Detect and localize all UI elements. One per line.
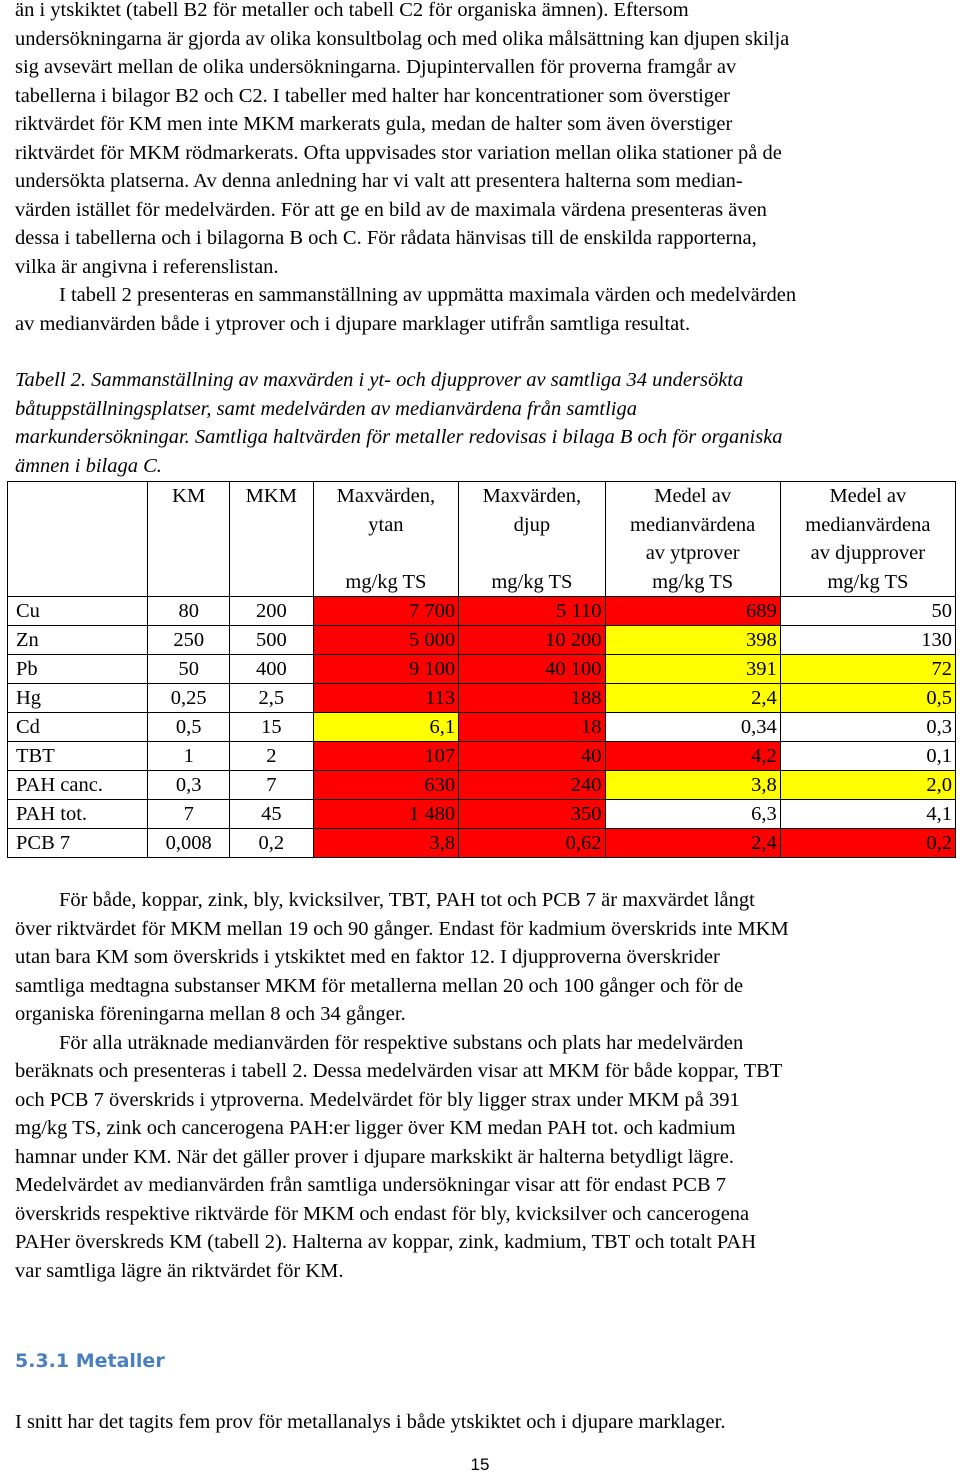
substance-cell: PAH canc. bbox=[8, 771, 148, 800]
text-line: värden istället för medelvärden. För att ge en bild av de maximala värdena presenteras även bbox=[15, 198, 767, 221]
substance-cell: Hg bbox=[8, 684, 148, 713]
text-line: Medelvärdet av medianvärden från samtliga undersökningar visar att för endast PCB 7 bbox=[15, 1174, 727, 1196]
header-line: mg/kg TS bbox=[345, 570, 427, 593]
text-line: PAHer överskreds KM (tabell 2). Halterna av koppar, zink, kadmium, TBT och totalt PAH bbox=[15, 1231, 757, 1253]
km-cell: 250 bbox=[148, 626, 230, 655]
value-cell: 40 100 bbox=[459, 655, 605, 684]
value-cell: 10 200 bbox=[459, 626, 605, 655]
header-line: mg/kg TS bbox=[827, 570, 909, 593]
value-cell: 2,4 bbox=[605, 829, 780, 858]
substance-cell: PCB 7 bbox=[8, 829, 148, 858]
text-line: vilka är angivna i referenslistan. bbox=[15, 255, 279, 278]
table-row bbox=[8, 800, 956, 829]
text-line: tabellerna i bilagor B2 och C2. I tabeller med halter har koncentrationer som överstiger bbox=[15, 84, 730, 107]
body-text bbox=[15, 886, 955, 1285]
value-cell: 6,3 bbox=[605, 800, 780, 829]
table-row bbox=[8, 713, 956, 742]
table-row bbox=[8, 655, 956, 684]
value-cell: 40 bbox=[459, 742, 605, 771]
value-cell: 6,1 bbox=[313, 713, 458, 742]
value-cell: 1 480 bbox=[313, 800, 458, 829]
header-line: av ytprover bbox=[645, 542, 740, 564]
substance-cell: Cu bbox=[8, 597, 148, 626]
value-cell: 3,8 bbox=[313, 829, 458, 858]
substance-cell: Cd bbox=[8, 713, 148, 742]
text-line: beräknats och presenteras i tabell 2. Dessa medelvärden visar att MKM för både koppar, TBT bbox=[15, 1060, 783, 1082]
column-header bbox=[8, 482, 148, 597]
text-line: dessa i tabellerna och i bilagorna B och C. För rådata hänvisas till de enskilda rapporterna, bbox=[15, 227, 757, 249]
caption-line: ämnen i bilaga C. bbox=[15, 454, 162, 477]
mkm-cell: 2 bbox=[229, 742, 313, 771]
table-header-row bbox=[8, 482, 956, 597]
header-line: medianvärdena bbox=[805, 513, 931, 536]
value-cell: 689 bbox=[605, 597, 780, 626]
mkm-cell: 200 bbox=[229, 597, 313, 626]
text-line: var samtliga lägre än riktvärdet för KM. bbox=[15, 1259, 344, 1282]
header-line: av djupprover bbox=[810, 542, 926, 564]
text-line: undersökningarna är gjorda av olika konsultbolag och med olika målsättning kan djupen skilja bbox=[15, 27, 790, 50]
table-caption bbox=[15, 366, 955, 480]
value-cell: 0,3 bbox=[780, 713, 955, 742]
value-cell: 398 bbox=[605, 626, 780, 655]
text-line: undersökta platserna. Av denna anledning har vi valt att presentera halterna som median- bbox=[15, 170, 743, 192]
header-line: mg/kg TS bbox=[491, 570, 573, 593]
text-line: I tabell 2 presenteras en sammanställning av uppmätta maximala värden och medelvärden bbox=[59, 284, 797, 306]
text-line: sig avsevärt mellan de olika undersökningarna. Djupintervallen för proverna framgår av bbox=[15, 56, 737, 78]
km-cell: 1 bbox=[148, 742, 230, 771]
section-text: I snitt har det tagits fem prov för metallanalys i både ytskiktet och i djupare marklager. bbox=[15, 1411, 726, 1433]
header-line: ytan bbox=[368, 513, 404, 536]
value-cell: 2,4 bbox=[605, 684, 780, 713]
value-cell: 18 bbox=[459, 713, 605, 742]
header-line: Maxvärden, bbox=[482, 485, 582, 507]
column-header bbox=[459, 482, 605, 597]
mkm-cell: 7 bbox=[229, 771, 313, 800]
table-row bbox=[8, 626, 956, 655]
value-cell: 7 700 bbox=[313, 597, 458, 626]
value-cell: 4,2 bbox=[605, 742, 780, 771]
text-line: samtliga medtagna substanser MKM för metallerna mellan 20 och 100 gånger och för de bbox=[15, 974, 744, 997]
column-header bbox=[229, 482, 313, 597]
value-cell: 4,1 bbox=[780, 800, 955, 829]
text-line: organiska föreningarna mellan 8 och 34 gånger. bbox=[15, 1003, 406, 1025]
value-cell: 0,5 bbox=[780, 684, 955, 713]
column-header bbox=[780, 482, 955, 597]
text-line: mg/kg TS, zink och cancerogena PAH:er ligger över KM medan PAH tot. och kadmium bbox=[15, 1117, 736, 1139]
table-row bbox=[8, 597, 956, 626]
header-line: djup bbox=[513, 513, 551, 536]
table-row bbox=[8, 742, 956, 771]
value-cell: 107 bbox=[313, 742, 458, 771]
value-cell: 72 bbox=[780, 655, 955, 684]
header-line: medianvärdena bbox=[630, 513, 756, 536]
mkm-cell: 2,5 bbox=[229, 684, 313, 713]
text-line: riktvärdet för KM men inte MKM markerats gula, medan de halter som även överstiger bbox=[15, 113, 733, 135]
value-cell: 5 110 bbox=[459, 597, 605, 626]
text-line: hamnar under KM. När det gäller prover i djupare markskikt är halterna betydligt lägre. bbox=[15, 1145, 734, 1168]
value-cell: 188 bbox=[459, 684, 605, 713]
column-header bbox=[605, 482, 780, 597]
km-cell: 0,3 bbox=[148, 771, 230, 800]
header-line: Medel av bbox=[654, 485, 732, 507]
caption-line: Tabell 2. Sammanställning av maxvärden i yt- och djupprover av samtliga 34 undersökta bbox=[15, 369, 744, 391]
mkm-cell: 45 bbox=[229, 800, 313, 829]
mkm-cell: 400 bbox=[229, 655, 313, 684]
column-header bbox=[148, 482, 230, 597]
text-line: riktvärdet för MKM rödmarkerats. Ofta uppvisades stor variation mellan olika stationer på de bbox=[15, 141, 782, 164]
text-line: och PCB 7 överskrids i ytproverna. Medelvärdet för bly ligger strax under MKM på 391 bbox=[15, 1088, 740, 1111]
km-cell: 0,5 bbox=[148, 713, 230, 742]
text-line: överskrids respektive riktvärde för MKM och endast för bly, kvicksilver och cancerogena bbox=[15, 1202, 750, 1225]
value-cell: 0,34 bbox=[605, 713, 780, 742]
value-cell: 0,2 bbox=[780, 829, 955, 858]
value-cell: 113 bbox=[313, 684, 458, 713]
text-line: av medianvärden både i ytprover och i djupare marklager utifrån samtliga resultat. bbox=[15, 312, 691, 335]
km-cell: 50 bbox=[148, 655, 230, 684]
header-line: Medel av bbox=[829, 485, 907, 507]
header-line: mg/kg TS bbox=[652, 570, 734, 593]
column-header bbox=[313, 482, 458, 597]
value-cell: 130 bbox=[780, 626, 955, 655]
km-cell: 0,25 bbox=[148, 684, 230, 713]
text-line: För både, koppar, zink, bly, kvicksilver, TBT, PAH tot och PCB 7 är maxvärdet långt bbox=[59, 889, 755, 911]
km-cell: 0,008 bbox=[148, 829, 230, 858]
table-row bbox=[8, 684, 956, 713]
substance-cell: Zn bbox=[8, 626, 148, 655]
caption-line: markundersökningar. Samtliga haltvärden för metaller redovisas i bilaga B och för organiska bbox=[15, 426, 783, 448]
value-cell: 0,1 bbox=[780, 742, 955, 771]
header-line: Maxvärden, bbox=[336, 485, 436, 507]
value-cell: 240 bbox=[459, 771, 605, 800]
header-line bbox=[317, 539, 455, 568]
header-line bbox=[462, 539, 601, 568]
substance-cell: PAH tot. bbox=[8, 800, 148, 829]
text-line: För alla uträknade medianvärden för respektive substans och plats har medelvärden bbox=[59, 1031, 744, 1054]
table-row bbox=[8, 771, 956, 800]
mkm-cell: 500 bbox=[229, 626, 313, 655]
header-line: KM bbox=[172, 485, 206, 507]
text-line: utan bara KM som överskrids i ytskiktet med en faktor 12. I djupproverna överskrider bbox=[15, 946, 720, 968]
intro-text bbox=[15, 0, 955, 338]
value-cell: 5 000 bbox=[313, 626, 458, 655]
value-cell: 391 bbox=[605, 655, 780, 684]
value-cell: 3,8 bbox=[605, 771, 780, 800]
km-cell: 80 bbox=[148, 597, 230, 626]
value-cell: 630 bbox=[313, 771, 458, 800]
km-cell: 7 bbox=[148, 800, 230, 829]
section-heading: 5.3.1 Metaller bbox=[15, 1350, 165, 1372]
mkm-cell: 0,2 bbox=[229, 829, 313, 858]
mkm-cell: 15 bbox=[229, 713, 313, 742]
header-line: MKM bbox=[245, 485, 297, 507]
header-line bbox=[11, 482, 144, 511]
summary-table bbox=[7, 481, 956, 858]
value-cell: 350 bbox=[459, 800, 605, 829]
page-number: 15 bbox=[470, 1455, 490, 1474]
value-cell: 50 bbox=[780, 597, 955, 626]
text-line: än i ytskiktet (tabell B2 för metaller och tabell C2 för organiska ämnen). Eftersom bbox=[15, 0, 689, 21]
value-cell: 9 100 bbox=[313, 655, 458, 684]
substance-cell: TBT bbox=[8, 742, 148, 771]
caption-line: båtuppställningsplatser, samt medelvärden av medianvärdena från samtliga bbox=[15, 397, 637, 420]
text-line: över riktvärdet för MKM mellan 19 och 90 gånger. Endast för kadmium överskrids inte MKM bbox=[15, 917, 789, 940]
substance-cell: Pb bbox=[8, 655, 148, 684]
value-cell: 2,0 bbox=[780, 771, 955, 800]
table-row bbox=[8, 829, 956, 858]
value-cell: 0,62 bbox=[459, 829, 605, 858]
